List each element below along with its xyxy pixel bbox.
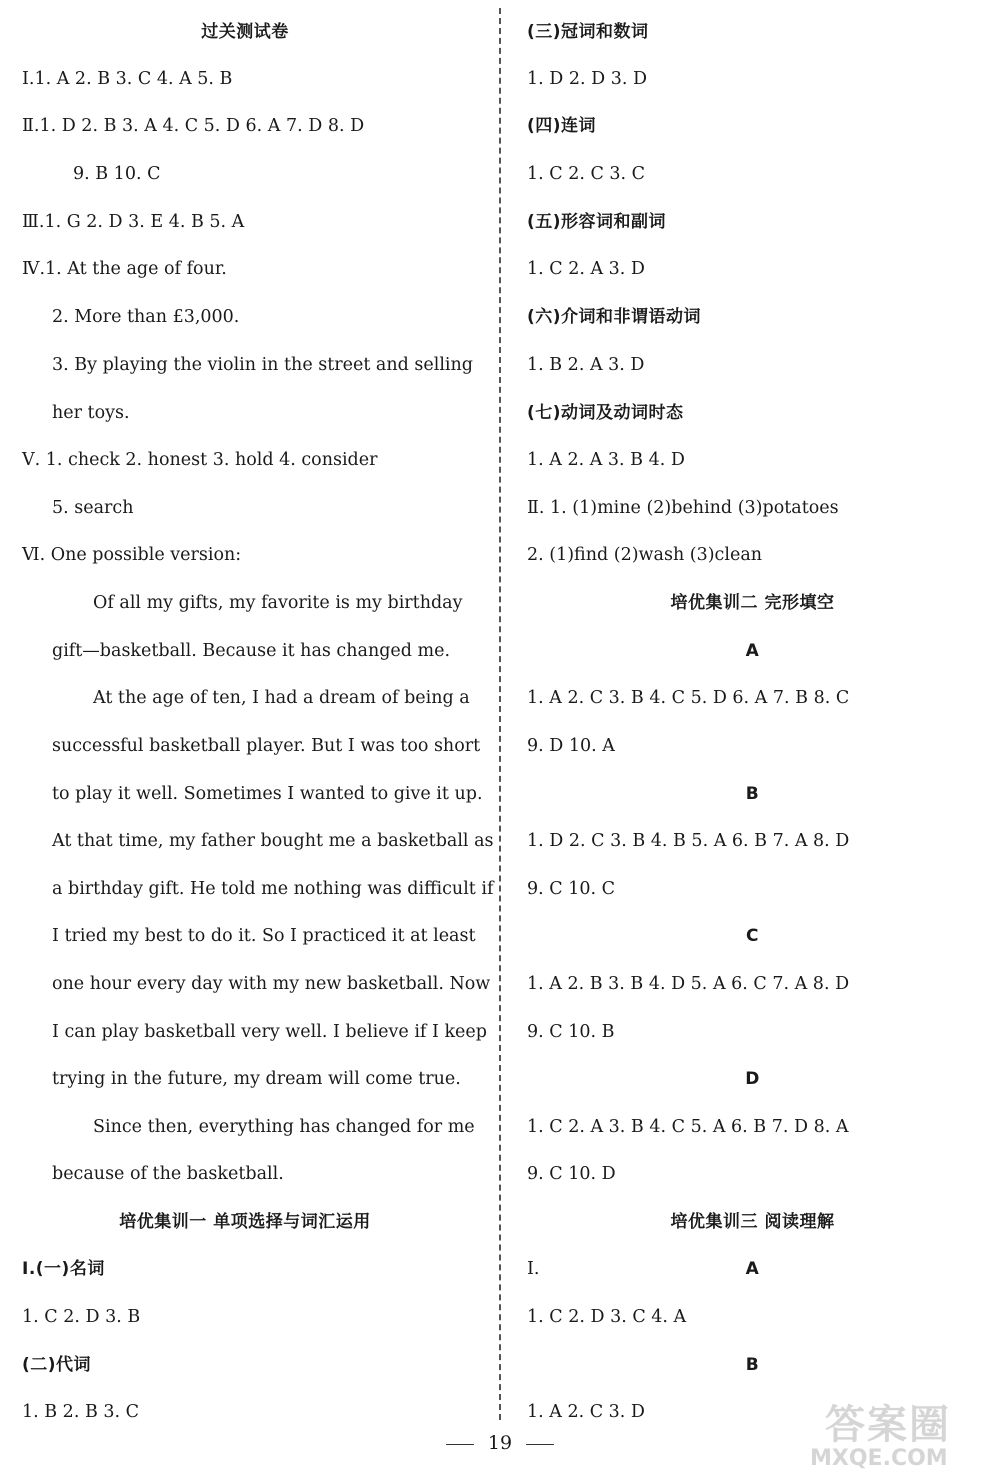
answer-line: 9. C 10. B (527, 1022, 615, 1042)
subsection-title: (五)形容词和副词 (527, 212, 667, 232)
essay-line: Since then, everything has changed for me (93, 1117, 475, 1137)
essay-line: to play it well. Sometimes I wanted to give it up. (52, 784, 483, 804)
answer-line: Ⅱ.1. D 2. B 3. A 4. C 5. D 6. A 7. D 8. D (22, 116, 365, 136)
subsection-title: (三)冠词和数词 (527, 22, 649, 42)
answer-line: 9. C 10. D (527, 1164, 616, 1184)
section-heading-training-3: 培优集训三 阅读理解 (670, 1212, 835, 1232)
essay-line: successful basketball player. But I was too short (52, 736, 481, 756)
section-heading-training-2: 培优集训二 完形填空 (670, 593, 835, 613)
footer-dash-right (526, 1444, 554, 1445)
cloze-label: A (745, 641, 760, 661)
answer-line: Ⅵ. One possible version: (22, 545, 242, 565)
watermark-url: MXQE.COM (810, 1446, 948, 1471)
watermark-text: 答案圈 (825, 1402, 951, 1448)
essay-line: I tried my best to do it. So I practiced it at least (52, 926, 476, 946)
answer-line: 1. C 2. A 3. D (527, 259, 645, 279)
watermark-logo (800, 1388, 1000, 1478)
page-number: 19 (487, 1432, 513, 1454)
answer-line: 1. A 2. C 3. B 4. C 5. D 6. A 7. B 8. C (527, 688, 850, 708)
answer-line: Ⅴ. 1. check 2. honest 3. hold 4. consider (22, 450, 378, 470)
subsection-title: (六)介词和非谓语动词 (527, 307, 702, 327)
footer-dash-left (446, 1444, 474, 1445)
answer-line: 1. A 2. A 3. B 4. D (527, 450, 685, 470)
essay-line: trying in the future, my dream will come true. (52, 1069, 461, 1089)
essay-line: a birthday gift. He told me nothing was difficult if (52, 879, 494, 899)
answer-line: 1. A 2. B 3. B 4. D 5. A 6. C 7. A 8. D (527, 974, 850, 994)
reading-label: A (745, 1259, 760, 1279)
answer-line: 1. A 2. C 3. D (527, 1402, 645, 1422)
subsection-title: Ⅰ.(一)名词 (22, 1259, 105, 1279)
answer-line: Ⅲ.1. G 2. D 3. E 4. B 5. A (22, 212, 245, 232)
answer-line: 1. C 2. A 3. B 4. C 5. A 6. B 7. D 8. A (527, 1117, 849, 1137)
answer-line: 1. C 2. D 3. C 4. A (527, 1307, 687, 1327)
essay-line: Of all my gifts, my favorite is my birthday (93, 593, 463, 613)
cloze-label: D (745, 1069, 760, 1089)
essay-line: At that time, my father bought me a basketball as (52, 831, 494, 851)
answer-line: 9. C 10. C (527, 879, 615, 899)
answer-line: 1. D 2. D 3. D (527, 69, 647, 89)
subsection-title: (四)连词 (527, 116, 597, 136)
answer-line: 2. More than £3,000. (52, 307, 240, 327)
answer-line: 9. D 10. A (527, 736, 615, 756)
essay-line: because of the basketball. (52, 1164, 284, 1184)
essay-line: one hour every day with my new basketball. Now (52, 974, 491, 994)
column-divider (499, 8, 501, 1420)
reading-label: B (745, 1355, 760, 1375)
cloze-label: C (746, 926, 759, 946)
section-heading-training-1: 培优集训一 单项选择与词汇运用 (119, 1212, 371, 1232)
answer-line: Ⅱ. 1. (1)mine (2)behind (3)potatoes (527, 498, 839, 518)
section-heading-test: 过关测试卷 (201, 22, 289, 42)
essay-line: gift—basketball. Because it has changed me. (52, 641, 451, 661)
answer-line: 1. C 2. D 3. B (22, 1307, 141, 1327)
cloze-label: B (745, 784, 760, 804)
answer-line: Ⅳ.1. At the age of four. (22, 259, 227, 279)
essay-line: At the age of ten, I had a dream of being a (93, 688, 470, 708)
answer-line: 3. By playing the violin in the street and selling (52, 355, 473, 375)
answer-line: her toys. (52, 403, 130, 423)
answer-line: Ⅰ.1. A 2. B 3. C 4. A 5. B (22, 69, 233, 89)
answer-line: 2. (1)find (2)wash (3)clean (527, 545, 763, 565)
essay-line: I can play basketball very well. I believe if I keep (52, 1022, 487, 1042)
answer-line: 9. B 10. C (73, 164, 161, 184)
subsection-title: (七)动词及动词时态 (527, 403, 684, 423)
answer-line: 1. B 2. A 3. D (527, 355, 645, 375)
answer-line: 1. D 2. C 3. B 4. B 5. A 6. B 7. A 8. D (527, 831, 850, 851)
reading-roman: Ⅰ. (527, 1259, 540, 1279)
answer-line: 1. B 2. B 3. C (22, 1402, 140, 1422)
subsection-title: (二)代词 (22, 1355, 92, 1375)
answer-line: 5. search (52, 498, 134, 518)
answer-line: 1. C 2. C 3. C (527, 164, 646, 184)
